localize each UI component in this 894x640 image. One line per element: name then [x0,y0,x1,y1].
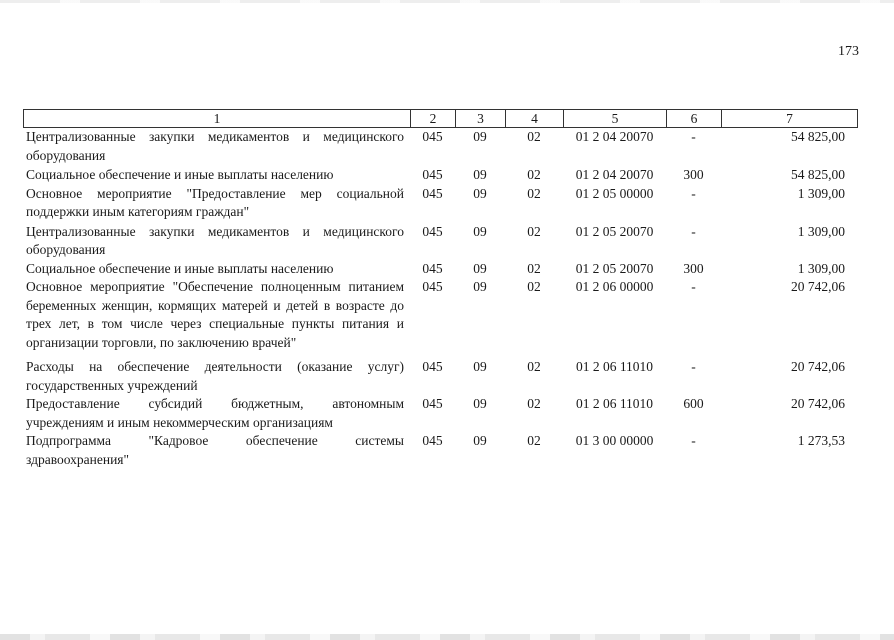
row-target-article: 01 2 05 20070 [575,260,654,276]
row-target-article: 01 2 04 20070 [575,167,654,182]
row-name: Предоставление субсидий бюджетным, автономным учреждениям и иным некоммерческим организациям [26,396,404,430]
row-expense-type: 300 [683,260,704,276]
column-header-6: 6 [667,110,722,128]
row-name: Социальное обеспечение и иные выплаты населению [26,167,334,182]
row-admin-code: 045 [422,359,443,374]
row-admin-code: 045 [422,396,443,411]
column-header-3: 3 [456,110,506,128]
row-amount: 54 825,00 [791,167,845,182]
column-header-4: 4 [506,110,564,128]
table-row [23,358,857,395]
row-section: 09 [473,279,487,294]
row-admin-code: 045 [422,185,443,201]
page-number: 173 [838,44,859,59]
row-expense-type: - [691,359,696,374]
row-section: 09 [473,260,487,276]
row-name: Подпрограмма "Кадровое обеспечение системы здравоохранения" [26,433,404,467]
table-row [23,432,857,469]
row-target-article: 01 2 06 00000 [575,279,654,294]
row-subsection: 02 [527,167,541,182]
row-admin-code: 045 [422,260,443,276]
row-expense-type: - [691,129,696,144]
row-target-article: 01 2 06 11010 [575,359,654,374]
row-subsection: 02 [527,396,541,411]
column-header-5: 5 [564,110,667,128]
row-expense-type: 300 [683,167,704,182]
row-admin-code: 045 [422,279,443,294]
row-name: Основное мероприятие "Предоставление мер социальной поддержки иным категориям граждан" [26,185,404,219]
row-section: 09 [473,129,487,144]
row-amount: 20 742,06 [791,396,845,411]
row-admin-code: 045 [422,223,443,239]
row-subsection: 02 [527,279,541,294]
row-section: 09 [473,185,487,201]
row-subsection: 02 [527,359,541,374]
row-name: Социальное обеспечение и иные выплаты населению [26,260,334,276]
column-header-2: 2 [411,110,456,128]
row-amount: 1 309,00 [797,185,845,201]
row-section: 09 [473,223,487,239]
row-target-article: 01 2 05 20070 [575,223,654,239]
row-subsection: 02 [527,433,541,448]
row-admin-code: 045 [422,433,443,448]
table-row [23,278,857,358]
row-name: Централизованные закупки медикаментов и медицинского оборудования [26,223,404,257]
row-expense-type: - [691,185,696,201]
row-subsection: 02 [527,223,541,239]
row-target-article: 01 2 05 00000 [575,185,654,201]
table-row [23,223,857,260]
column-header-7: 7 [722,110,858,128]
row-amount: 20 742,06 [791,279,845,294]
table-row [23,166,857,185]
row-amount: 1 273,53 [797,433,845,448]
row-amount: 1 309,00 [797,223,845,239]
row-target-article: 01 2 06 11010 [575,396,654,411]
table-row [23,128,857,166]
column-header-table [23,109,858,128]
row-subsection: 02 [527,129,541,144]
table-row [23,185,857,223]
row-name: Расходы на обеспечение деятельности (оказание услуг) государственных учреждений [26,359,404,393]
row-section: 09 [473,359,487,374]
row-expense-type: - [691,279,696,294]
row-expense-type: - [691,433,696,448]
row-expense-type: - [691,223,696,239]
table-row [23,260,857,279]
scan-artifact-bottom [0,634,894,640]
row-section: 09 [473,167,487,182]
row-target-article: 01 3 00 00000 [575,433,654,448]
scan-artifact-top [0,0,894,3]
row-admin-code: 045 [422,167,443,182]
row-subsection: 02 [527,260,541,276]
row-amount: 20 742,06 [791,359,845,374]
row-subsection: 02 [527,185,541,201]
column-header-row [24,110,858,128]
row-name: Основное мероприятие "Обеспечение полноценным питанием беременных женщин, кормящих матерей и детей в возрасте до трех лет, в том числе через специальные пункты питания и организации торговли, по заключению врачей" [26,279,404,350]
column-header-1: 1 [24,110,411,128]
row-expense-type: 600 [683,396,704,411]
row-admin-code: 045 [422,129,443,144]
row-section: 09 [473,396,487,411]
table-row [23,395,857,432]
row-section: 09 [473,433,487,448]
row-target-article: 01 2 04 20070 [575,129,654,144]
row-amount: 1 309,00 [797,260,845,276]
budget-table [23,128,857,469]
row-name: Централизованные закупки медикаментов и медицинского оборудования [26,129,404,163]
row-amount: 54 825,00 [791,129,845,144]
